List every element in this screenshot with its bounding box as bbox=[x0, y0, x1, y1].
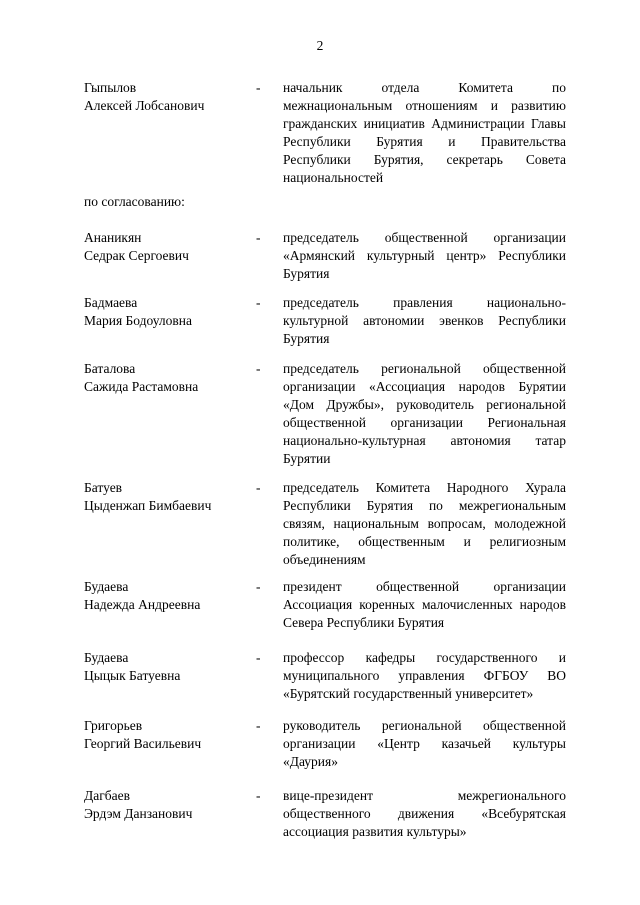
member-description: вице-президент межрегионального общественного движения «Всебурятская ассоциация развития культуры» bbox=[283, 788, 566, 839]
entry-dash: - bbox=[256, 788, 261, 803]
member-name bbox=[84, 360, 254, 396]
member-name bbox=[84, 479, 254, 515]
member-name bbox=[84, 79, 254, 115]
entry-dash: - bbox=[256, 650, 261, 665]
member-name bbox=[84, 229, 254, 265]
member-surname: Григорьев bbox=[84, 718, 143, 733]
member-given-names: Цыцык Батуевна bbox=[84, 668, 181, 683]
entry-dash: - bbox=[256, 579, 261, 594]
member-given-names: Мария Бодоуловна bbox=[84, 313, 193, 328]
member-given-names: Алексей Лобсанович bbox=[84, 98, 205, 113]
member-description: председатель правления национально-культурной автономии эвенков Республики Бурятия bbox=[283, 295, 566, 346]
member-description: председатель общественной организации «Армянский культурный центр» Республики Бурятия bbox=[283, 230, 566, 281]
member-name bbox=[84, 649, 254, 685]
entry-dash: - bbox=[256, 718, 261, 733]
member-description: председатель региональной общественной организации «Ассоциация народов Бурятии «Дом Дружбы», руководитель региональной общественной организации Региональная национально-культурная автономия татар Бурятии bbox=[283, 361, 566, 466]
member-description: профессор кафедры государственного и муниципального управления ФГБОУ ВО «Бурятский государственный университет» bbox=[283, 650, 566, 701]
member-name bbox=[84, 787, 254, 823]
member-description: руководитель региональной общественной организации «Центр казачьей культуры «Даурия» bbox=[283, 718, 566, 769]
member-surname: Ананикян bbox=[84, 230, 142, 245]
member-name bbox=[84, 294, 254, 330]
member-given-names: Эрдэм Данзанович bbox=[84, 806, 193, 821]
section-label: по согласованию: bbox=[84, 194, 185, 209]
entry-dash: - bbox=[256, 295, 261, 310]
member-description: председатель Комитета Народного Хурала Республики Бурятия по межрегиональным связям, национальным вопросам, молодежной политике, общественным и религиозным объединениям bbox=[283, 480, 566, 567]
member-surname: Батуев bbox=[84, 480, 123, 495]
member-surname: Гыпылов bbox=[84, 80, 137, 95]
member-surname: Баталова bbox=[84, 361, 136, 376]
member-given-names: Цыденжап Бимбаевич bbox=[84, 498, 212, 513]
member-given-names: Сажида Растамовна bbox=[84, 379, 199, 394]
entry-dash: - bbox=[256, 230, 261, 245]
member-surname: Будаева bbox=[84, 650, 129, 665]
entry-dash: - bbox=[256, 80, 261, 95]
member-given-names: Седрак Сергоевич bbox=[84, 248, 189, 263]
member-name bbox=[84, 717, 254, 753]
member-name bbox=[84, 578, 254, 614]
member-surname: Будаева bbox=[84, 579, 129, 594]
member-given-names: Надежда Андреевна bbox=[84, 597, 201, 612]
member-surname: Бадмаева bbox=[84, 295, 138, 310]
member-given-names: Георгий Васильевич bbox=[84, 736, 202, 751]
member-description: президент общественной организации Ассоциация коренных малочисленных народов Севера Республики Бурятия bbox=[283, 579, 566, 630]
member-description: начальник отдела Комитета по межнациональным отношениям и развитию гражданских инициатив Администрации Главы Республики Бурятия и Правительства Республики Бурятия, секретарь Совета национальностей bbox=[283, 80, 566, 185]
page-number: 2 bbox=[316, 38, 324, 53]
member-surname: Дагбаев bbox=[84, 788, 130, 803]
entry-dash: - bbox=[256, 480, 261, 495]
entry-dash: - bbox=[256, 361, 261, 376]
